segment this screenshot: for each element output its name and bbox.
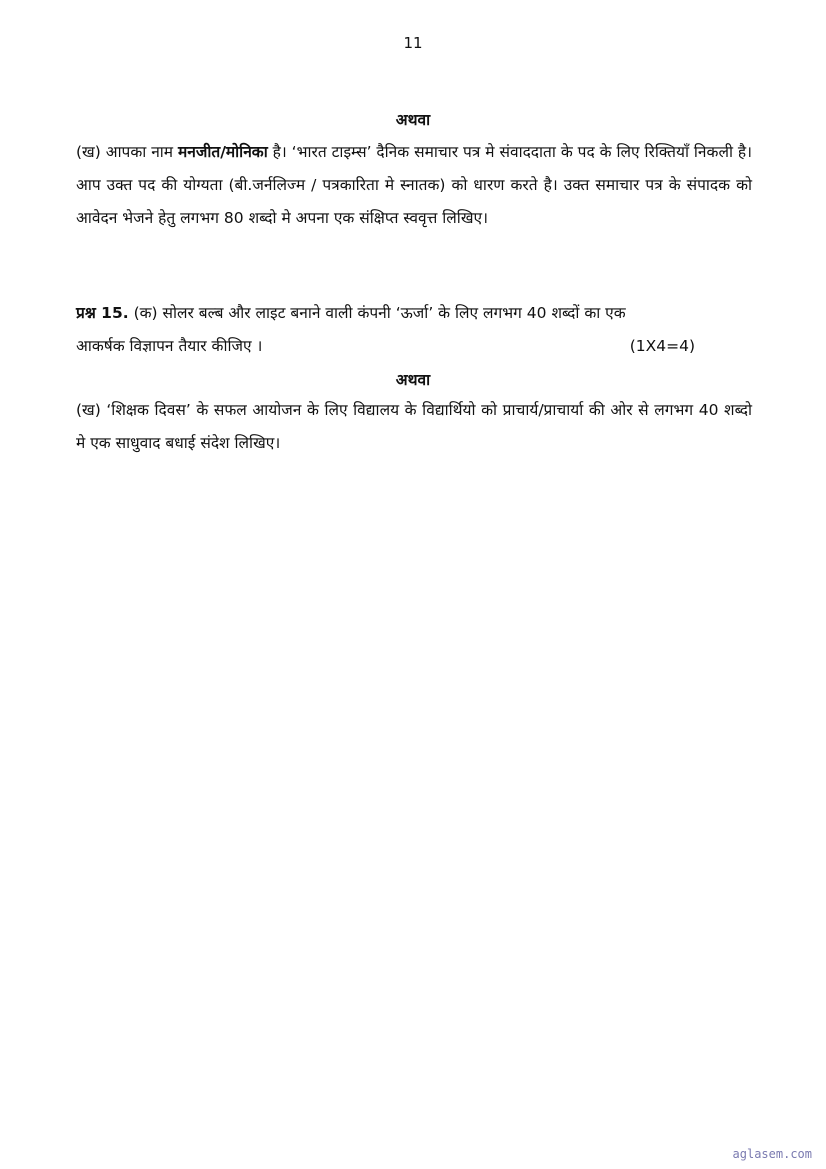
section-heading-athva-2: अथवा [395,371,431,389]
candidate-name: मनजीत/मोनिका [178,143,268,161]
section-heading-athva-1: अथवा [395,111,431,129]
question-15-marks: (1X4=4) [629,337,695,355]
question-15-line-1 [76,297,752,330]
question-15-line-2: आकर्षक विज्ञापन तैयार कीजिए । [76,337,263,355]
watermark: aglasem.com [732,1147,812,1161]
question-15-label: प्रश्न 15. [76,304,129,322]
option-body: है। ‘भारत टाइम्स’ दैनिक समाचार पत्र मे संवाददाता के पद के लिए रिक्तियाँ निकली है। आप उक्त पद की योग्यता (बी.जर्नलिज्म / पत्रकारिता मे स्नातक) को धारण करते है। उक्त समाचार पत्र के संपादक को आवेदन भेजने हेतु लगभग 80 शब्दो मे अपना एक संक्षिप्त स्ववृत्त लिखिए। [76,143,752,227]
question-15-text: (क) सोलर बल्ब और लाइट बनाने वाली कंपनी ‘ऊर्जा’ के लिए लगभग 40 शब्दों का एक [128,304,626,322]
question-14-option-b [76,136,752,235]
option-prefix: (ख) आपका नाम [76,143,179,161]
question-15-option-b: (ख) ‘शिक्षक दिवस’ के सफल आयोजन के लिए विद्यालय के विद्यार्थियो को प्राचार्य/प्राचार्या की ओर से लगभग 40 शब्दो मे एक साधुवाद बधाई संदेश लिखिए। [76,401,752,452]
page-number: 11 [403,34,423,52]
